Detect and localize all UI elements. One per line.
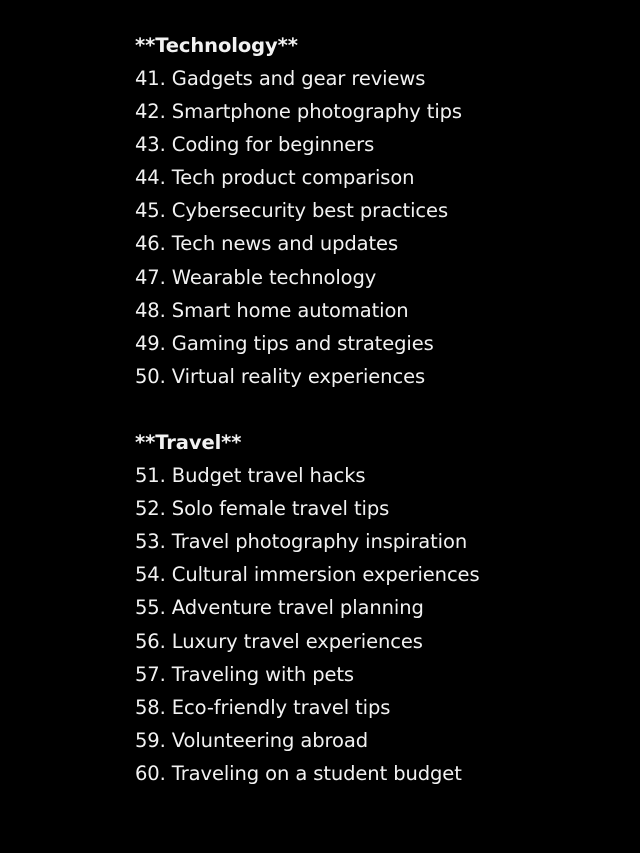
- list-item: 52. Solo female travel tips: [135, 497, 390, 521]
- list-item: 49. Gaming tips and strategies: [135, 331, 434, 355]
- list-item: 51. Budget travel hacks: [135, 464, 366, 488]
- list-item: 59. Volunteering abroad: [135, 728, 368, 752]
- technology-section: [135, 29, 615, 393]
- list-item: 43. Coding for beginners: [135, 133, 375, 157]
- list-item: 41. Gadgets and gear reviews: [135, 67, 426, 90]
- list-item: 42. Smartphone photography tips: [135, 100, 462, 124]
- section-heading-travel: **Travel**: [135, 431, 242, 455]
- list-item: 57. Traveling with pets: [135, 662, 354, 686]
- topic-list-document: [135, 29, 615, 790]
- list-item: 46. Tech news and updates: [135, 232, 398, 256]
- list-item: 54. Cultural immersion experiences: [135, 563, 480, 587]
- list-item: 60. Traveling on a student budget: [135, 761, 462, 785]
- list-item: 48. Smart home automation: [135, 298, 409, 322]
- travel-section: [135, 426, 615, 790]
- list-item: 45. Cybersecurity best practices: [135, 199, 448, 223]
- section-heading-technology: **Technology**: [135, 34, 298, 57]
- list-item: 56. Luxury travel experiences: [135, 629, 423, 653]
- list-item: 58. Eco-friendly travel tips: [135, 695, 391, 719]
- list-item: 47. Wearable technology: [135, 265, 377, 289]
- section-spacer: [135, 393, 615, 426]
- list-item: 55. Adventure travel planning: [135, 596, 424, 620]
- list-item: 53. Travel photography inspiration: [135, 530, 468, 554]
- list-item: 44. Tech product comparison: [135, 166, 415, 190]
- list-item: 50. Virtual reality experiences: [135, 364, 426, 388]
